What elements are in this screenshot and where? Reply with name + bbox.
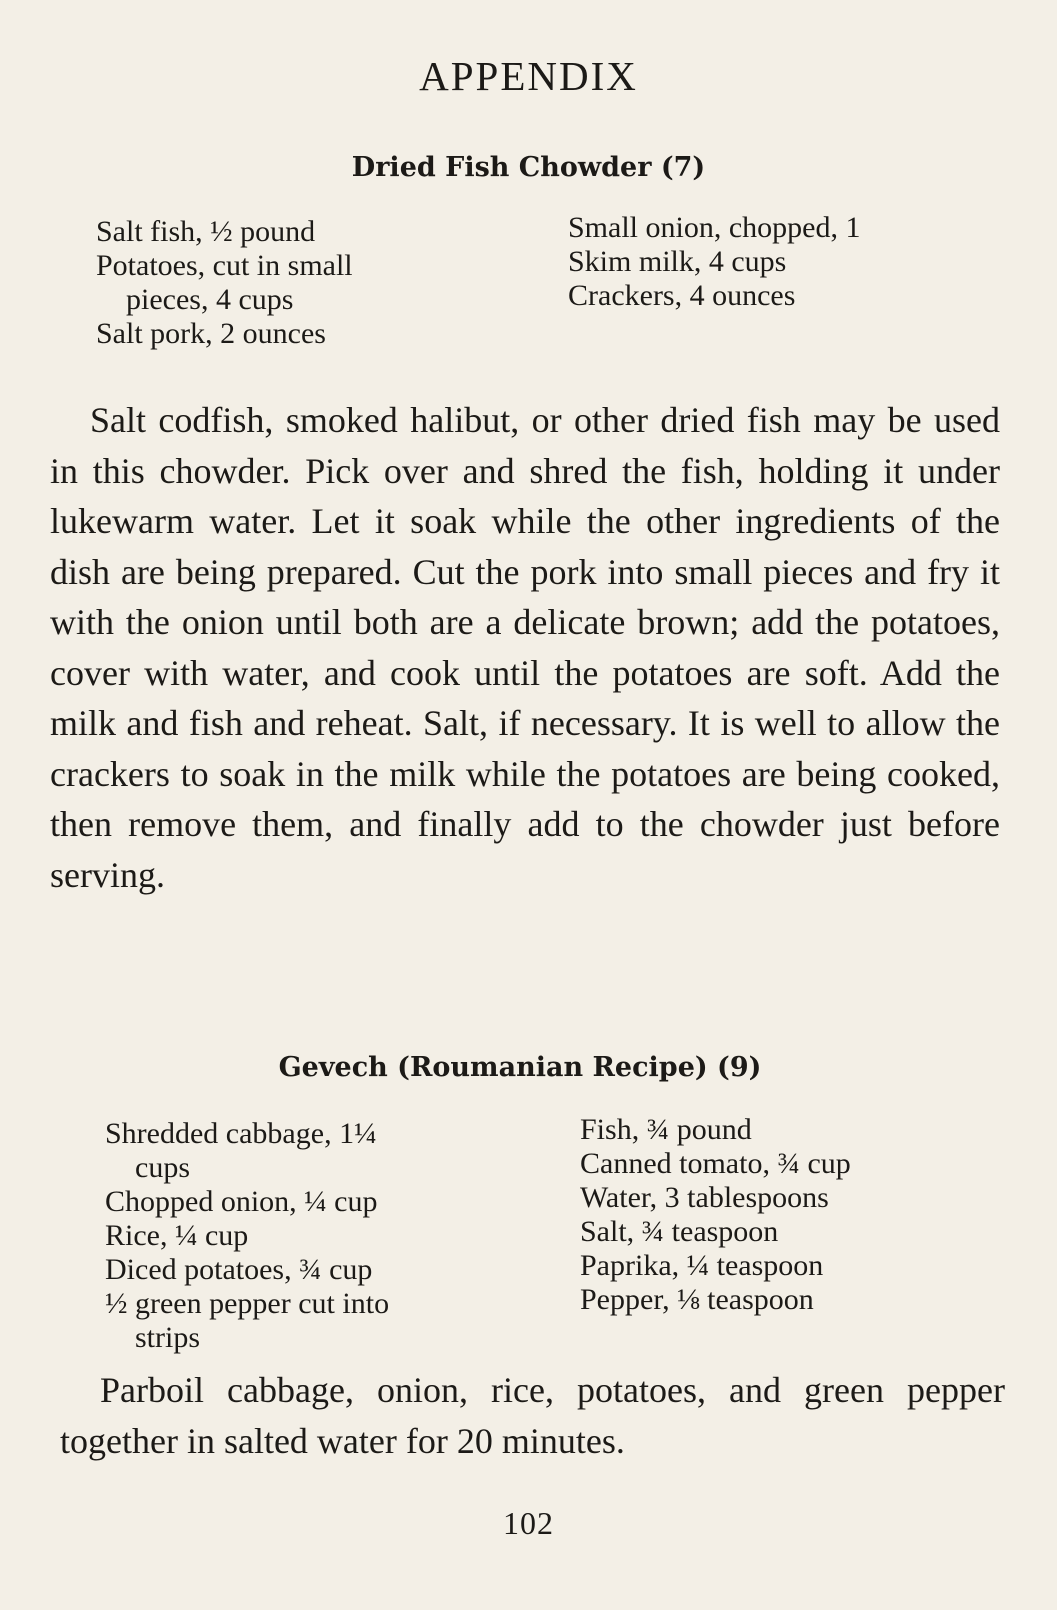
ingredient: Canned tomato, ¾ cup bbox=[580, 1147, 851, 1180]
ingredient: Crackers, 4 ounces bbox=[568, 279, 796, 312]
ingredient: Fish, ¾ pound bbox=[580, 1113, 752, 1146]
ingredients-right bbox=[568, 211, 860, 313]
ingredient: Skim milk, 4 cups bbox=[568, 245, 787, 278]
ingredient-continuation: cups bbox=[135, 1151, 190, 1184]
running-head: APPENDIX bbox=[419, 53, 638, 99]
ingredient: Paprika, ¼ teaspoon bbox=[580, 1249, 824, 1282]
ingredient: Water, 3 tablespoons bbox=[580, 1181, 829, 1214]
page-number: 102 bbox=[503, 1505, 554, 1541]
ingredient-continuation: strips bbox=[135, 1321, 201, 1354]
ingredients-left bbox=[96, 215, 353, 351]
recipe-title: Gevech (Roumanian Recipe) (9) bbox=[278, 1052, 762, 1083]
ingredient: Potatoes, cut in small bbox=[96, 249, 353, 282]
ingredient: Salt pork, 2 ounces bbox=[96, 317, 326, 350]
ingredient: Chopped onion, ¼ cup bbox=[105, 1185, 378, 1218]
ingredient-continuation: pieces, 4 cups bbox=[126, 283, 294, 316]
ingredient: Salt fish, ½ pound bbox=[96, 215, 316, 248]
ingredient: Small onion, chopped, 1 bbox=[568, 211, 861, 244]
ingredient: Rice, ¼ cup bbox=[105, 1219, 249, 1252]
ingredient: Shredded cabbage, 1¼ bbox=[105, 1117, 377, 1150]
recipe-title: Dried Fish Chowder (7) bbox=[351, 152, 706, 183]
ingredients-right bbox=[580, 1113, 851, 1317]
recipe-directions: Salt codfish, smoked halibut, or other dried fish may be used in this chowder. Pick over and shred the fish, holding it under lukewarm water. Let it soak while the other ingredients of the dish are being prepared. Cut the pork into small pieces and fry it with the onion until both are a delicate brown; add the potatoes, cover with water, and cook until the potatoes are soft. Add the milk and fish and reheat. Salt, if necessary. It is well to allow the crackers to soak in the milk while the potatoes are being cooked, then remove them, and finally add to the chowder just before serving. bbox=[50, 400, 1000, 895]
ingredients-left bbox=[105, 1117, 389, 1355]
ingredient: ½ green pepper cut into bbox=[105, 1287, 390, 1320]
ingredient: Salt, ¾ teaspoon bbox=[580, 1215, 779, 1248]
recipe-directions: Parboil cabbage, onion, rice, potatoes, and green pepper together in salted water for 20 minutes. bbox=[60, 1370, 1005, 1461]
ingredient: Diced potatoes, ¾ cup bbox=[105, 1253, 373, 1286]
ingredient: Pepper, ⅛ teaspoon bbox=[580, 1283, 814, 1316]
